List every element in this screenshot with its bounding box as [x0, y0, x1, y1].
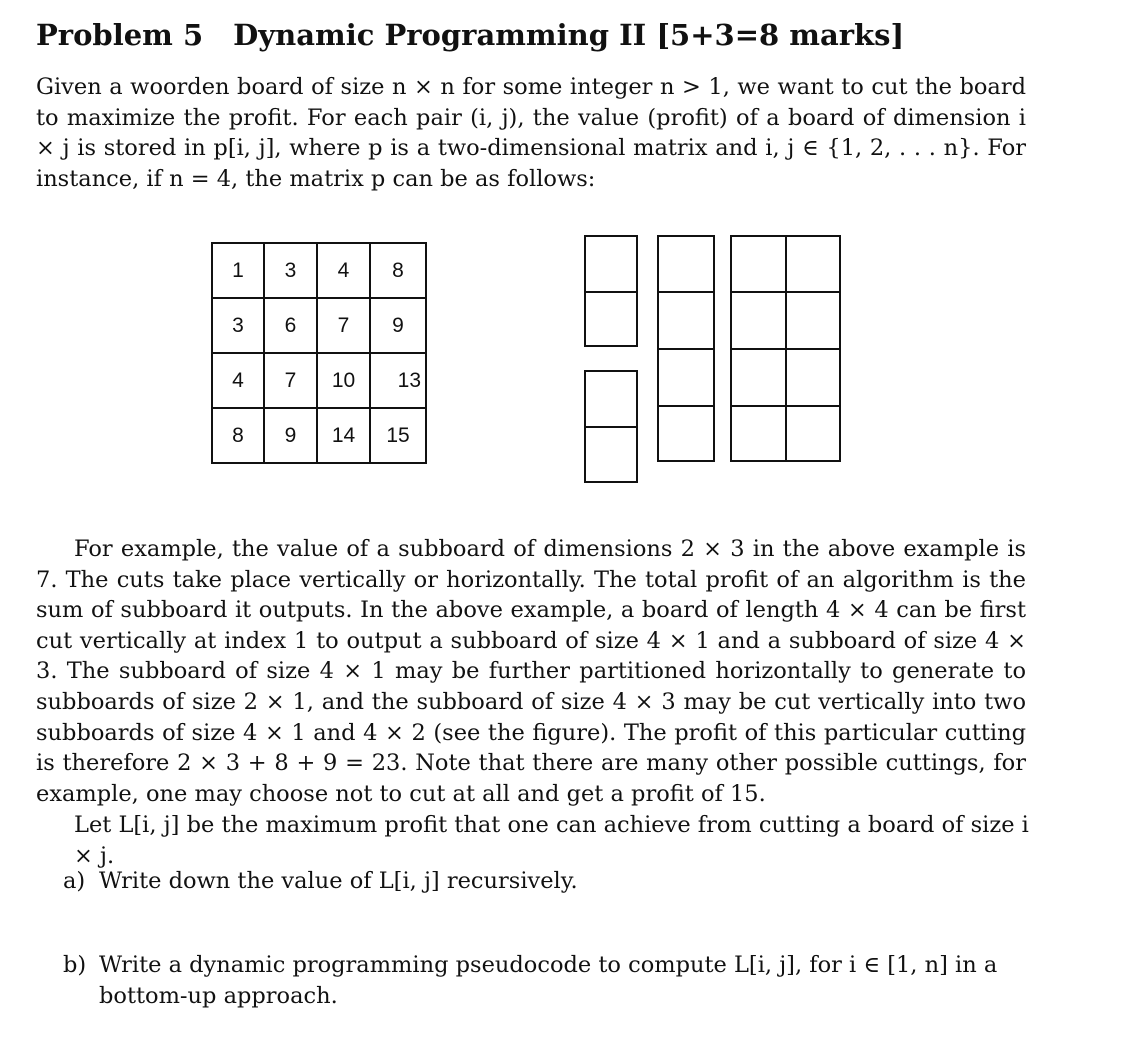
- subboard-cell: [584, 235, 638, 293]
- matrix-cell: 4: [212, 353, 264, 408]
- question-b: [63, 950, 1028, 1011]
- matrix-cell: 6: [264, 298, 317, 353]
- subboard-cell: [730, 291, 787, 350]
- matrix-row: [212, 353, 426, 408]
- matrix-cell: 7: [264, 353, 317, 408]
- matrix-cell: 9: [264, 408, 317, 463]
- question-label: a): [63, 868, 86, 894]
- matrix-cell: 8: [370, 243, 426, 298]
- matrix-cell: 14: [317, 408, 370, 463]
- matrix-cell: 7: [317, 298, 370, 353]
- subboard-cell: [584, 426, 638, 483]
- subboard-cell: [730, 405, 787, 462]
- subboard-cell: [785, 235, 841, 293]
- matrix-cell: 8: [212, 408, 264, 463]
- subboard-cell: [584, 291, 638, 347]
- matrix-row: [212, 408, 426, 463]
- example-paragraph: For example, the value of a subboard of dimensions 2 × 3 in the above example is 7. The cuts take place vertically or horizontally. The total profit of an algorithm is the sum of subboard it outputs. In the above example, a board of length 4 × 4 can be first cut vertically at index 1 to output a subboard of size 4 × 1 and a subboard of size 4 × 3. The subboard of size 4 × 1 may be further partitioned horizontally to generate to subboards of size 2 × 1, and the subboard of size 4 × 3 may be cut vertically into two subboards of size 4 × 1 and 4 × 2 (see the figure). The profit of this particular cutting is therefore 2 × 3 + 8 + 9 = 23. Note that there are many other possible cuttings, for example, one may choose not to cut at all and get a profit of 15.: [36, 536, 1026, 807]
- matrix-row: [212, 243, 426, 298]
- subboard-cell: [785, 291, 841, 350]
- matrix-cell: 10: [317, 353, 370, 408]
- subboard-cell: [657, 291, 715, 350]
- problem-number: Problem 5: [36, 18, 204, 52]
- subboard-cell: [730, 235, 787, 293]
- subboard-cell: [730, 348, 787, 407]
- matrix-cell: 13: [370, 353, 426, 408]
- question-a: [63, 866, 1028, 897]
- matrix-cell: 9: [370, 298, 426, 353]
- problem-title: [36, 18, 904, 52]
- profit-matrix: [211, 242, 427, 464]
- subboard-cell: [657, 348, 715, 407]
- matrix-cell: 3: [212, 298, 264, 353]
- matrix-cell: 4: [317, 243, 370, 298]
- subboard-cell: [657, 235, 715, 293]
- matrix-row: [212, 298, 426, 353]
- problem-topic: Dynamic Programming II [5+3=8 marks]: [233, 18, 905, 52]
- question-label: b): [63, 952, 87, 978]
- question-text: Write down the value of L[i, j] recursively.: [99, 868, 578, 894]
- matrix-cell: 1: [212, 243, 264, 298]
- definition-paragraph: Let L[i, j] be the maximum profit that one can achieve from cutting a board of size i × j.: [74, 812, 1029, 869]
- subboard-cell: [785, 405, 841, 462]
- subboard-cell: [584, 370, 638, 428]
- intro-paragraph: Given a woorden board of size n × n for some integer n > 1, we want to cut the board to maximize the profit. For each pair (i, j), the value (profit) of a board of dimension i × j is stored in p[i, j], where p is a two-dimensional matrix and i, j ∈ {1, 2, . . . n}. For instance, if n = 4, the matrix p can be as follows:: [36, 74, 1026, 192]
- subboard-cell: [657, 405, 715, 462]
- matrix-cell: 3: [264, 243, 317, 298]
- question-text: Write a dynamic programming pseudocode to compute L[i, j], for i ∈ [1, n] in a bottom-up approach.: [99, 952, 998, 1009]
- matrix-cell: 15: [370, 408, 426, 463]
- subboard-cell: [785, 348, 841, 407]
